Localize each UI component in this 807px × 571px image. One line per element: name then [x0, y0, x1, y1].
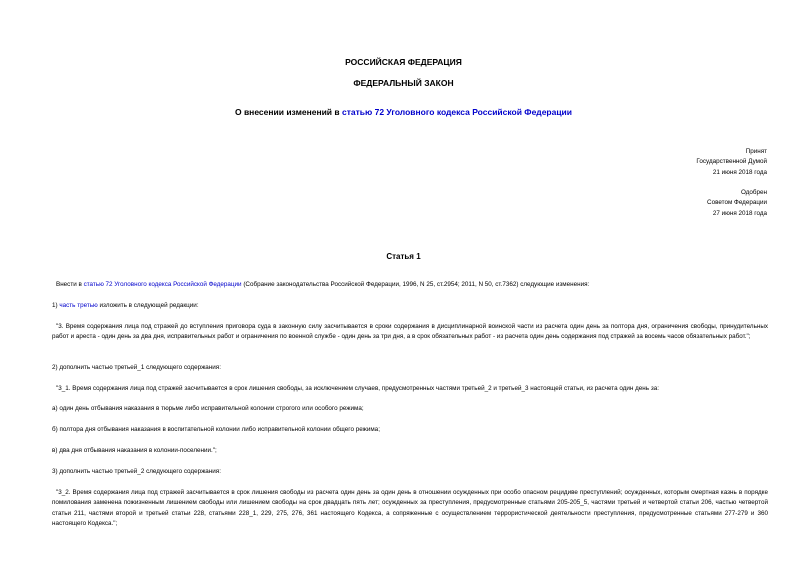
country-heading: РОССИЙСКАЯ ФЕДЕРАЦИЯ: [345, 57, 462, 67]
item1-suffix: изложить в следующей редакции:: [97, 302, 199, 309]
approved-block: [707, 188, 767, 219]
intro-link[interactable]: статью 72 Уголовного кодекса Российской Федерации: [83, 281, 242, 288]
article-heading: Статья 1: [386, 252, 421, 261]
approved-by: Советом Федерации: [707, 199, 767, 207]
law-type-heading: ФЕДЕРАЛЬНЫЙ ЗАКОН: [353, 78, 454, 88]
approved-date: 27 июня 2018 года: [712, 209, 767, 217]
subitem-c: в) два дня отбывания наказания в колонии-поселении.";: [52, 447, 217, 454]
item-3: 3) дополнить частью третьей_2 следующего содержания:: [52, 468, 221, 475]
item-1: [52, 301, 768, 311]
intro-prefix: Внести в: [56, 281, 84, 288]
item-2: 2) дополнить частью третьей_1 следующего содержания:: [52, 364, 221, 371]
item1-prefix: 1): [52, 302, 60, 309]
accepted-block: [696, 147, 767, 178]
article-intro: [52, 280, 768, 290]
subitem-a: а) один день отбывания наказания в тюрьме либо исправительной колонии строгого или особого режима;: [52, 405, 364, 412]
intro-suffix: (Собрание законодательства Российской Федерации, 1996, N 25, ст.2954; 2011, N 50, ст.7362) следующие изменения:: [241, 281, 590, 288]
subitem-b: б) полтора дня отбывания наказания в воспитательной колонии либо исправительной колонии общего режима;: [52, 426, 380, 433]
quote-1: "3. Время содержания лица под стражей до вступления приговора суда в законную силу засчитывается в сроки содержания в дисциплинарной воинской части из расчета один день за полтора дня, ограничения свободы, принудительных работ и ареста - один день за два дня, исправительных работ и ограничения по военной службе - один день за три дня, а в срок обязательных работ - из расчета один день содержания под стражей за восемь часов обязательных работ.";: [52, 323, 768, 341]
law-title: [0, 107, 807, 117]
law-title-prefix: О внесении изменений в: [234, 107, 342, 117]
accepted-by: Государственной Думой: [696, 158, 767, 166]
accepted-line: Принят: [745, 148, 767, 155]
approved-line: Одобрен: [740, 189, 767, 196]
accepted-date: 21 июня 2018 года: [712, 168, 767, 176]
quote-3: "3_2. Время содержания лица под стражей засчитывается в срок лишения свободы из расчета один день за один день в отношении осужденных при особо опасном рецидиве преступлений; осужденных, которым смертная казнь в порядке помилования заменена пожизненным лишением свободы или лишением свободы на срок двадцать пять лет; осужденных за преступления, предусмотренные статьями 205-205_5, частями третьей и четвертой статьи 206, частью четвертой статьи 211, частями второй и третьей статьи 228, статьями 228_1, 229, 275, 276, 361 настоящего Кодекса, а сопряженные с осуществлением террористической деятельности преступления, предусмотренные статьями 277-279 и 360 настоящего Кодекса.";: [52, 489, 768, 528]
quote-2: "3_1. Время содержания лица под стражей засчитывается в срок лишения свободы, за исключением случаев, предусмотренных частями третьей_2 и третьей_3 настоящей статьи, из расчета один день за:: [56, 385, 659, 392]
item1-link[interactable]: часть третью: [59, 302, 98, 309]
law-title-link[interactable]: статью 72 Уголовного кодекса Российской Федерации: [341, 107, 573, 117]
